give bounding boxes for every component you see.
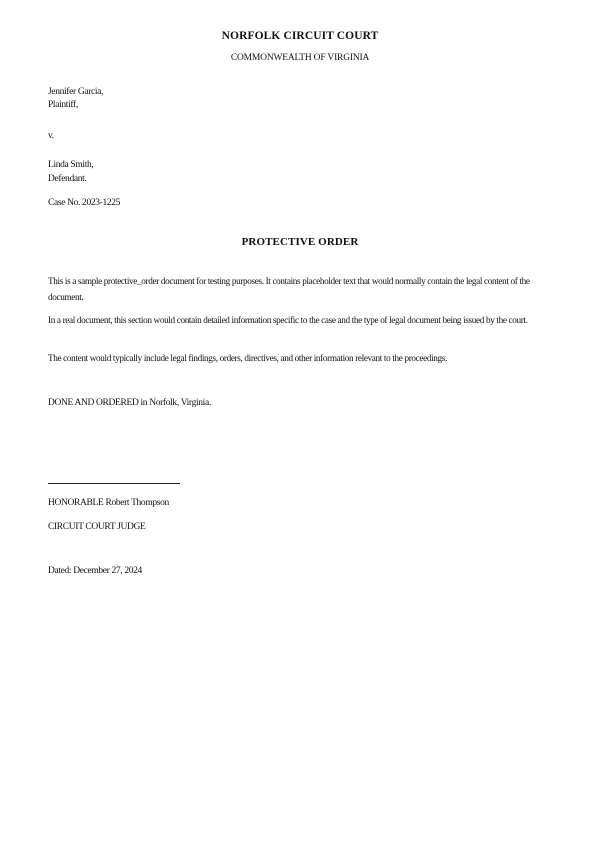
body-paragraph-1: This is a sample protective_order document for testing purposes. It contains placeholder text that would normally contain the legal content of the document.: [48, 276, 530, 302]
done-and-ordered: DONE AND ORDERED in Norfolk, Virginia.: [48, 398, 211, 408]
court-name: NORFOLK CIRCUIT COURT: [221, 30, 379, 42]
plaintiff-name: Jennifer Garcia,: [48, 87, 104, 97]
judge-name: HONORABLE Robert Thompson: [48, 498, 169, 508]
dated-line: Dated: December 27, 2024: [48, 566, 142, 576]
body-paragraph-3: The content would typically include legal findings, orders, directives, and other information relevant to the proceedings.: [48, 353, 447, 363]
versus-label: v.: [48, 131, 54, 141]
judge-title: CIRCUIT COURT JUDGE: [48, 522, 146, 532]
signature-line: [48, 483, 180, 484]
defendant-role: Defendant.: [48, 174, 87, 184]
defendant-name: Linda Smith,: [48, 160, 94, 170]
document-title: PROTECTIVE ORDER: [241, 236, 359, 248]
case-number: Case No. 2023-1225: [48, 198, 121, 208]
plaintiff-role: Plaintiff,: [48, 100, 78, 110]
jurisdiction-name: COMMONWEALTH OF VIRGINIA: [230, 53, 370, 63]
body-paragraph-2: In a real document, this section would contain detailed information specific to the case and the type of legal document being issued by the court.: [48, 315, 528, 325]
